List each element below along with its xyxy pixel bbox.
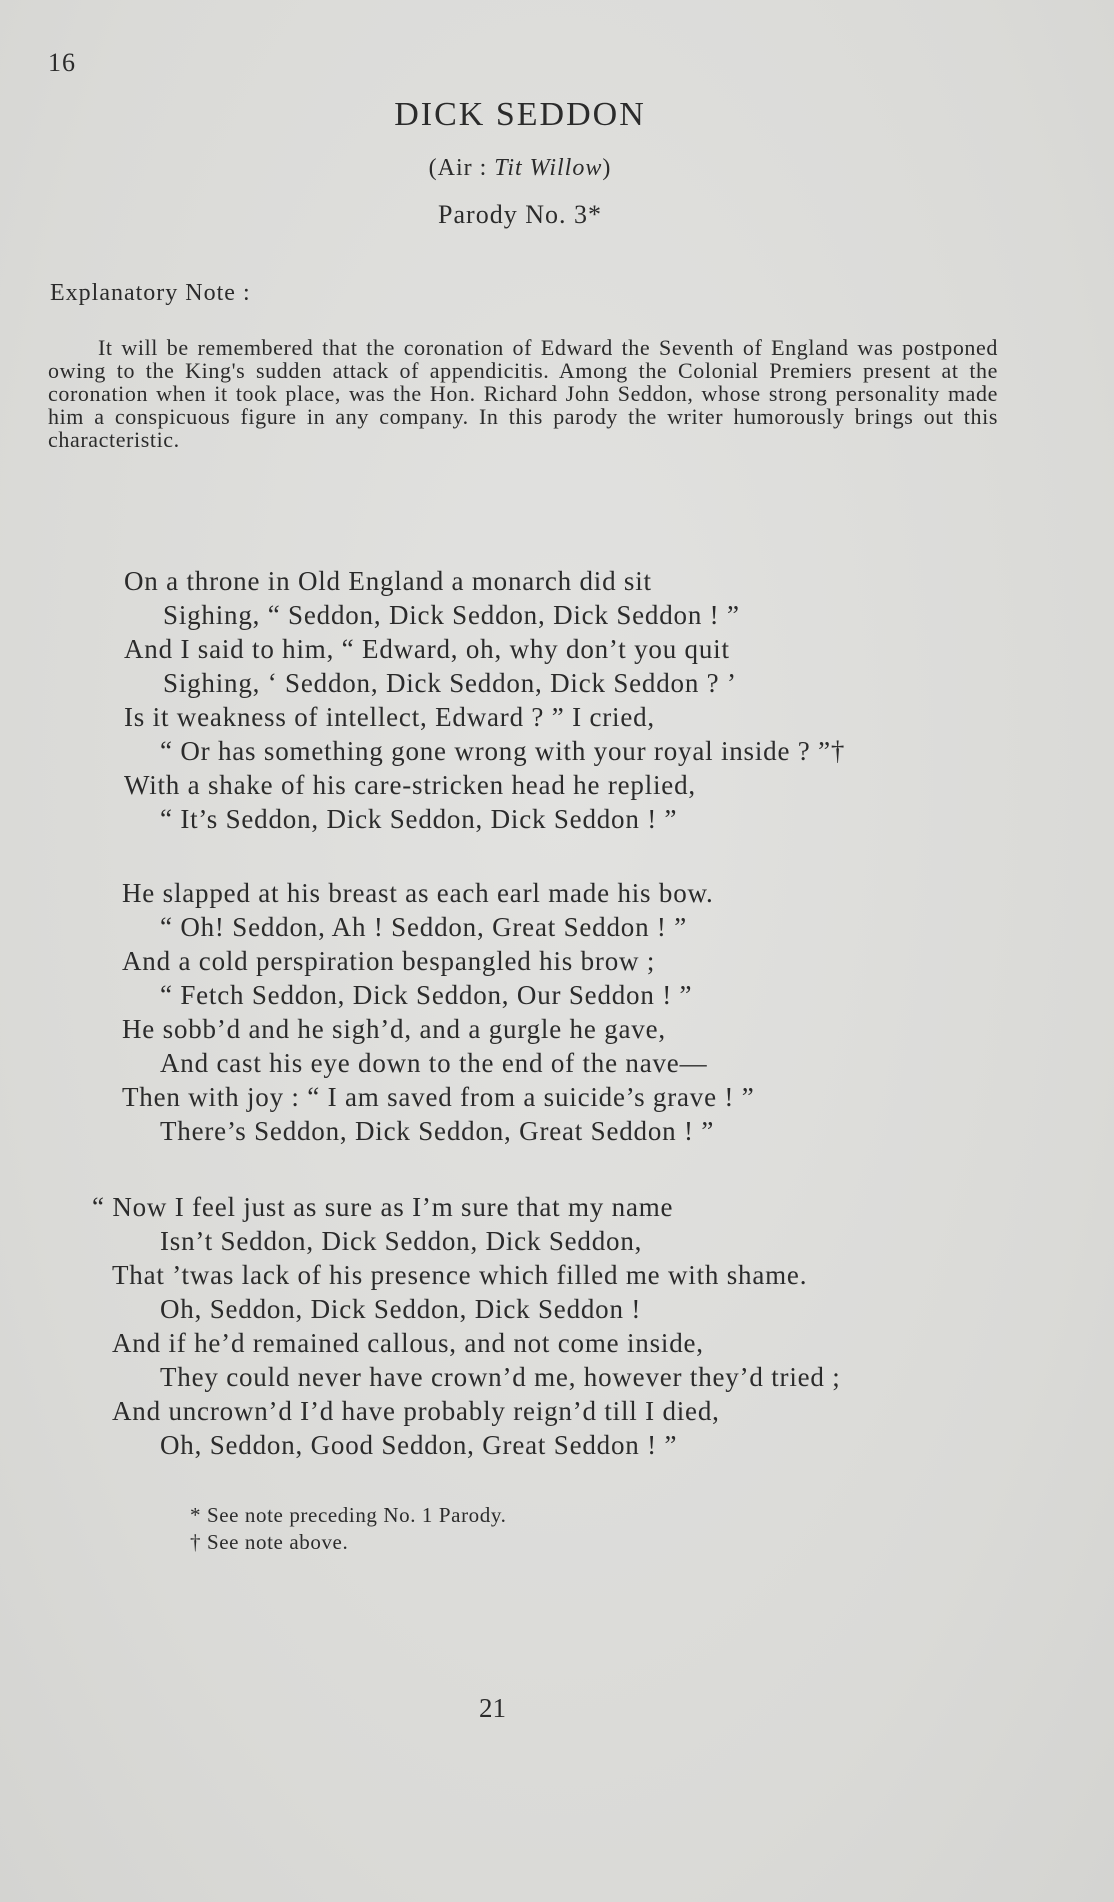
footnote: * See note preceding No. 1 Parody. <box>190 1503 507 1527</box>
poem-line: “ Now I feel just as sure as I’m sure that my name <box>92 1192 674 1222</box>
folio-number: 21 <box>479 1693 506 1723</box>
explanatory-note-heading: Explanatory Note : <box>50 280 251 306</box>
poem-line: Sighing, ‘ Seddon, Dick Seddon, Dick Seddon ? ’ <box>163 668 737 698</box>
poem-line: Then with joy : “ I am saved from a suicide’s grave ! ” <box>122 1082 755 1112</box>
poem-line: Is it weakness of intellect, Edward ? ” I cried, <box>124 702 655 732</box>
poem-line: And uncrown’d I’d have probably reign’d till I died, <box>112 1396 720 1426</box>
air-prefix: (Air : <box>428 155 495 181</box>
poem-line: Isn’t Seddon, Dick Seddon, Dick Seddon, <box>160 1226 643 1256</box>
parody-number: Parody No. 3* <box>438 200 602 229</box>
explanatory-note-body: It will be remembered that the coronation of Edward the Seventh of England was postponed owing to the King's sudden attack of appendicitis. Among the Colonial Premiers present at the coronation when it took place, was the Hon. Richard John Seddon, whose strong personality made him a conspicuous figure in any company. In this parody the writer humorously brings out this characteristic. <box>48 335 998 452</box>
poem-line: Oh, Seddon, Dick Seddon, Dick Seddon ! <box>160 1294 642 1324</box>
poem-line: “ Fetch Seddon, Dick Seddon, Our Seddon ! ” <box>160 980 693 1010</box>
page-number: 16 <box>48 48 76 77</box>
poem-line: With a shake of his care-stricken head he replied, <box>124 770 696 800</box>
air-tune-name: Tit Willow <box>494 155 603 181</box>
poem-line: And a cold perspiration bespangled his brow ; <box>122 946 656 976</box>
poem-line: That ’twas lack of his presence which filled me with shame. <box>112 1260 808 1290</box>
poem-line: There’s Seddon, Dick Seddon, Great Seddon ! ” <box>160 1116 715 1146</box>
poem-line: “ Oh! Seddon, Ah ! Seddon, Great Seddon ! ” <box>160 912 688 942</box>
footnote: † See note above. <box>190 1530 349 1554</box>
poem-line: “ It’s Seddon, Dick Seddon, Dick Seddon ! ” <box>160 804 678 834</box>
poem-line: “ Or has something gone wrong with your royal inside ? ”† <box>160 736 846 766</box>
air-line <box>0 155 1040 182</box>
footnotes <box>190 1502 506 1556</box>
poem-line: And cast his eye down to the end of the nave— <box>160 1048 708 1078</box>
poem-line: He sobb’d and he sigh’d, and a gurgle he gave, <box>122 1014 666 1044</box>
poem-line: He slapped at his breast as each earl made his bow. <box>122 878 714 908</box>
poem-line: Oh, Seddon, Good Seddon, Great Seddon ! ” <box>160 1430 678 1460</box>
poem-line: On a throne in Old England a monarch did sit <box>124 566 652 596</box>
poem-title: DICK SEDDON <box>394 96 646 133</box>
poem-line: They could never have crown’d me, however they’d tried ; <box>160 1362 841 1392</box>
poem-line: And I said to him, “ Edward, oh, why don’t you quit <box>124 634 730 664</box>
poem-line: And if he’d remained callous, and not come inside, <box>112 1328 704 1358</box>
air-suffix: ) <box>602 155 612 181</box>
poem-line: Sighing, “ Seddon, Dick Seddon, Dick Seddon ! ” <box>163 600 740 630</box>
